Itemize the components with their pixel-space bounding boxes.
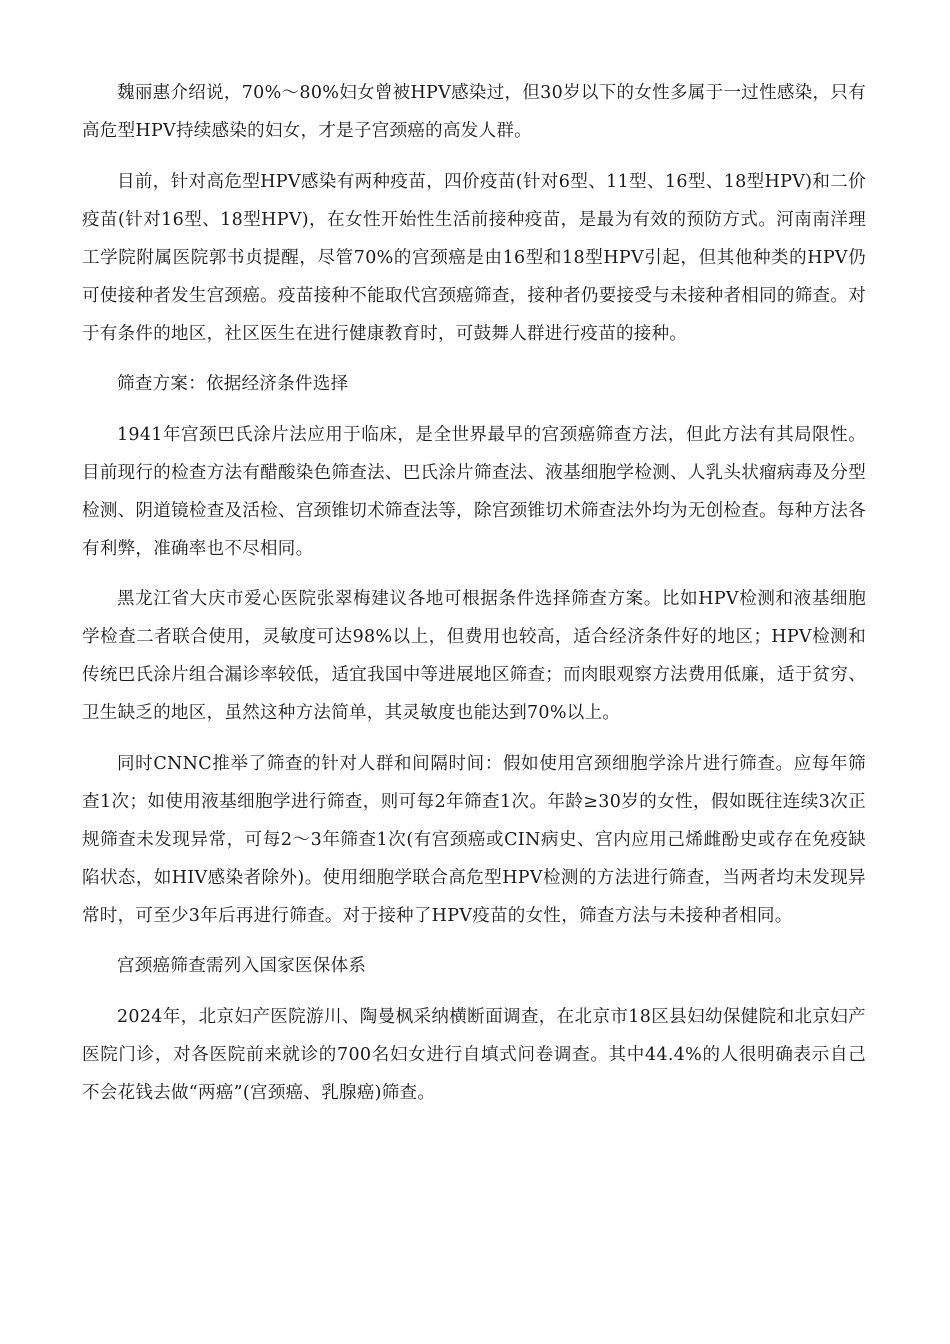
paragraph-screening-interval: 同时CNNC推举了筛查的针对人群和间隔时间：假如使用宫颈细胞学涂片进行筛查。应每年筛查1次；如使用液基细胞学进行筛查，则可每2年筛查1次。年龄≥30岁的女性，假如既往连续3次正规筛查未发现异常，可每2～3年筛查1次(有宫颈癌或CIN病史、宫内应用己烯雌酚史或存在免疫缺陷状态，如HIV感染者除外)。使用细胞学联合高危型HPV检测的方法进行筛查，当两者均未发现异常时，可至少3年后再进行筛查。对于接种了HPV疫苗的女性，筛查方法与未接种者相同。 bbox=[82, 753, 866, 926]
paragraph-screening-methods: 1941年宫颈巴氏涂片法应用于临床，是全世界最早的宫颈癌筛查方法，但此方法有其局限性。目前现行的检查方法有醋酸染色筛查法、巴氏涂片筛查法、液基细胞学检测、人乳头状瘤病毒及分型检测、阴道镜检查及活检、宫颈锥切术筛查法等，除宫颈锥切术筛查法外均为无创检查。每种方法各有利弊，准确率也不尽相同。 bbox=[82, 424, 866, 559]
paragraph-survey: 2024年，北京妇产医院游川、陶曼枫采纳横断面调查，在北京市18区县妇幼保健院和北京妇产医院门诊，对各医院前来就诊的700名妇女进行自填式问卷调查。其中44.4%的人很明确表示自己不会花钱去做“两癌”(宫颈癌、乳腺癌)筛查。 bbox=[82, 1006, 866, 1103]
section-heading-insurance: 宫颈癌筛查需列入国家医保体系 bbox=[117, 956, 367, 976]
document-body bbox=[82, 74, 866, 1124]
section-heading-screening-plan: 筛查方案：依据经济条件选择 bbox=[117, 374, 349, 394]
paragraph-hpv-vaccine: 目前，针对高危型HPV感染有两种疫苗，四价疫苗(针对6型、11型、16型、18型HPV)和二价疫苗(针对16型、18型HPV)，在女性开始性生活前接种疫苗，是最为有效的预防方式。河南南洋理工学院附属医院郭书贞提醒，尽管70%的宫颈癌是由16型和18型HPV引起，但其他种类的HPV仍可使接种者发生宫颈癌。疫苗接种不能取代宫颈癌筛查，接种者仍要接受与未接种者相同的筛查。对于有条件的地区，社区医生在进行健康教育时，可鼓舞人群进行疫苗的接种。 bbox=[82, 171, 866, 344]
paragraph-screening-options: 黑龙江省大庆市爱心医院张翠梅建议各地可根据条件选择筛查方案。比如HPV检测和液基细胞学检查二者联合使用，灵敏度可达98%以上，但费用也较高，适合经济条件好的地区；HPV检测和传统巴氏涂片组合漏诊率较低，适宜我国中等进展地区筛查；而肉眼观察方法费用低廉，适于贫穷、卫生缺乏的地区，虽然这种方法简单，其灵敏度也能达到70%以上。 bbox=[82, 589, 866, 723]
paragraph-hpv-infection: 魏丽惠介绍说，70%～80%妇女曾被HPV感染过，但30岁以下的女性多属于一过性感染，只有高危型HPV持续感染的妇女，才是子宫颈癌的高发人群。 bbox=[82, 83, 866, 141]
